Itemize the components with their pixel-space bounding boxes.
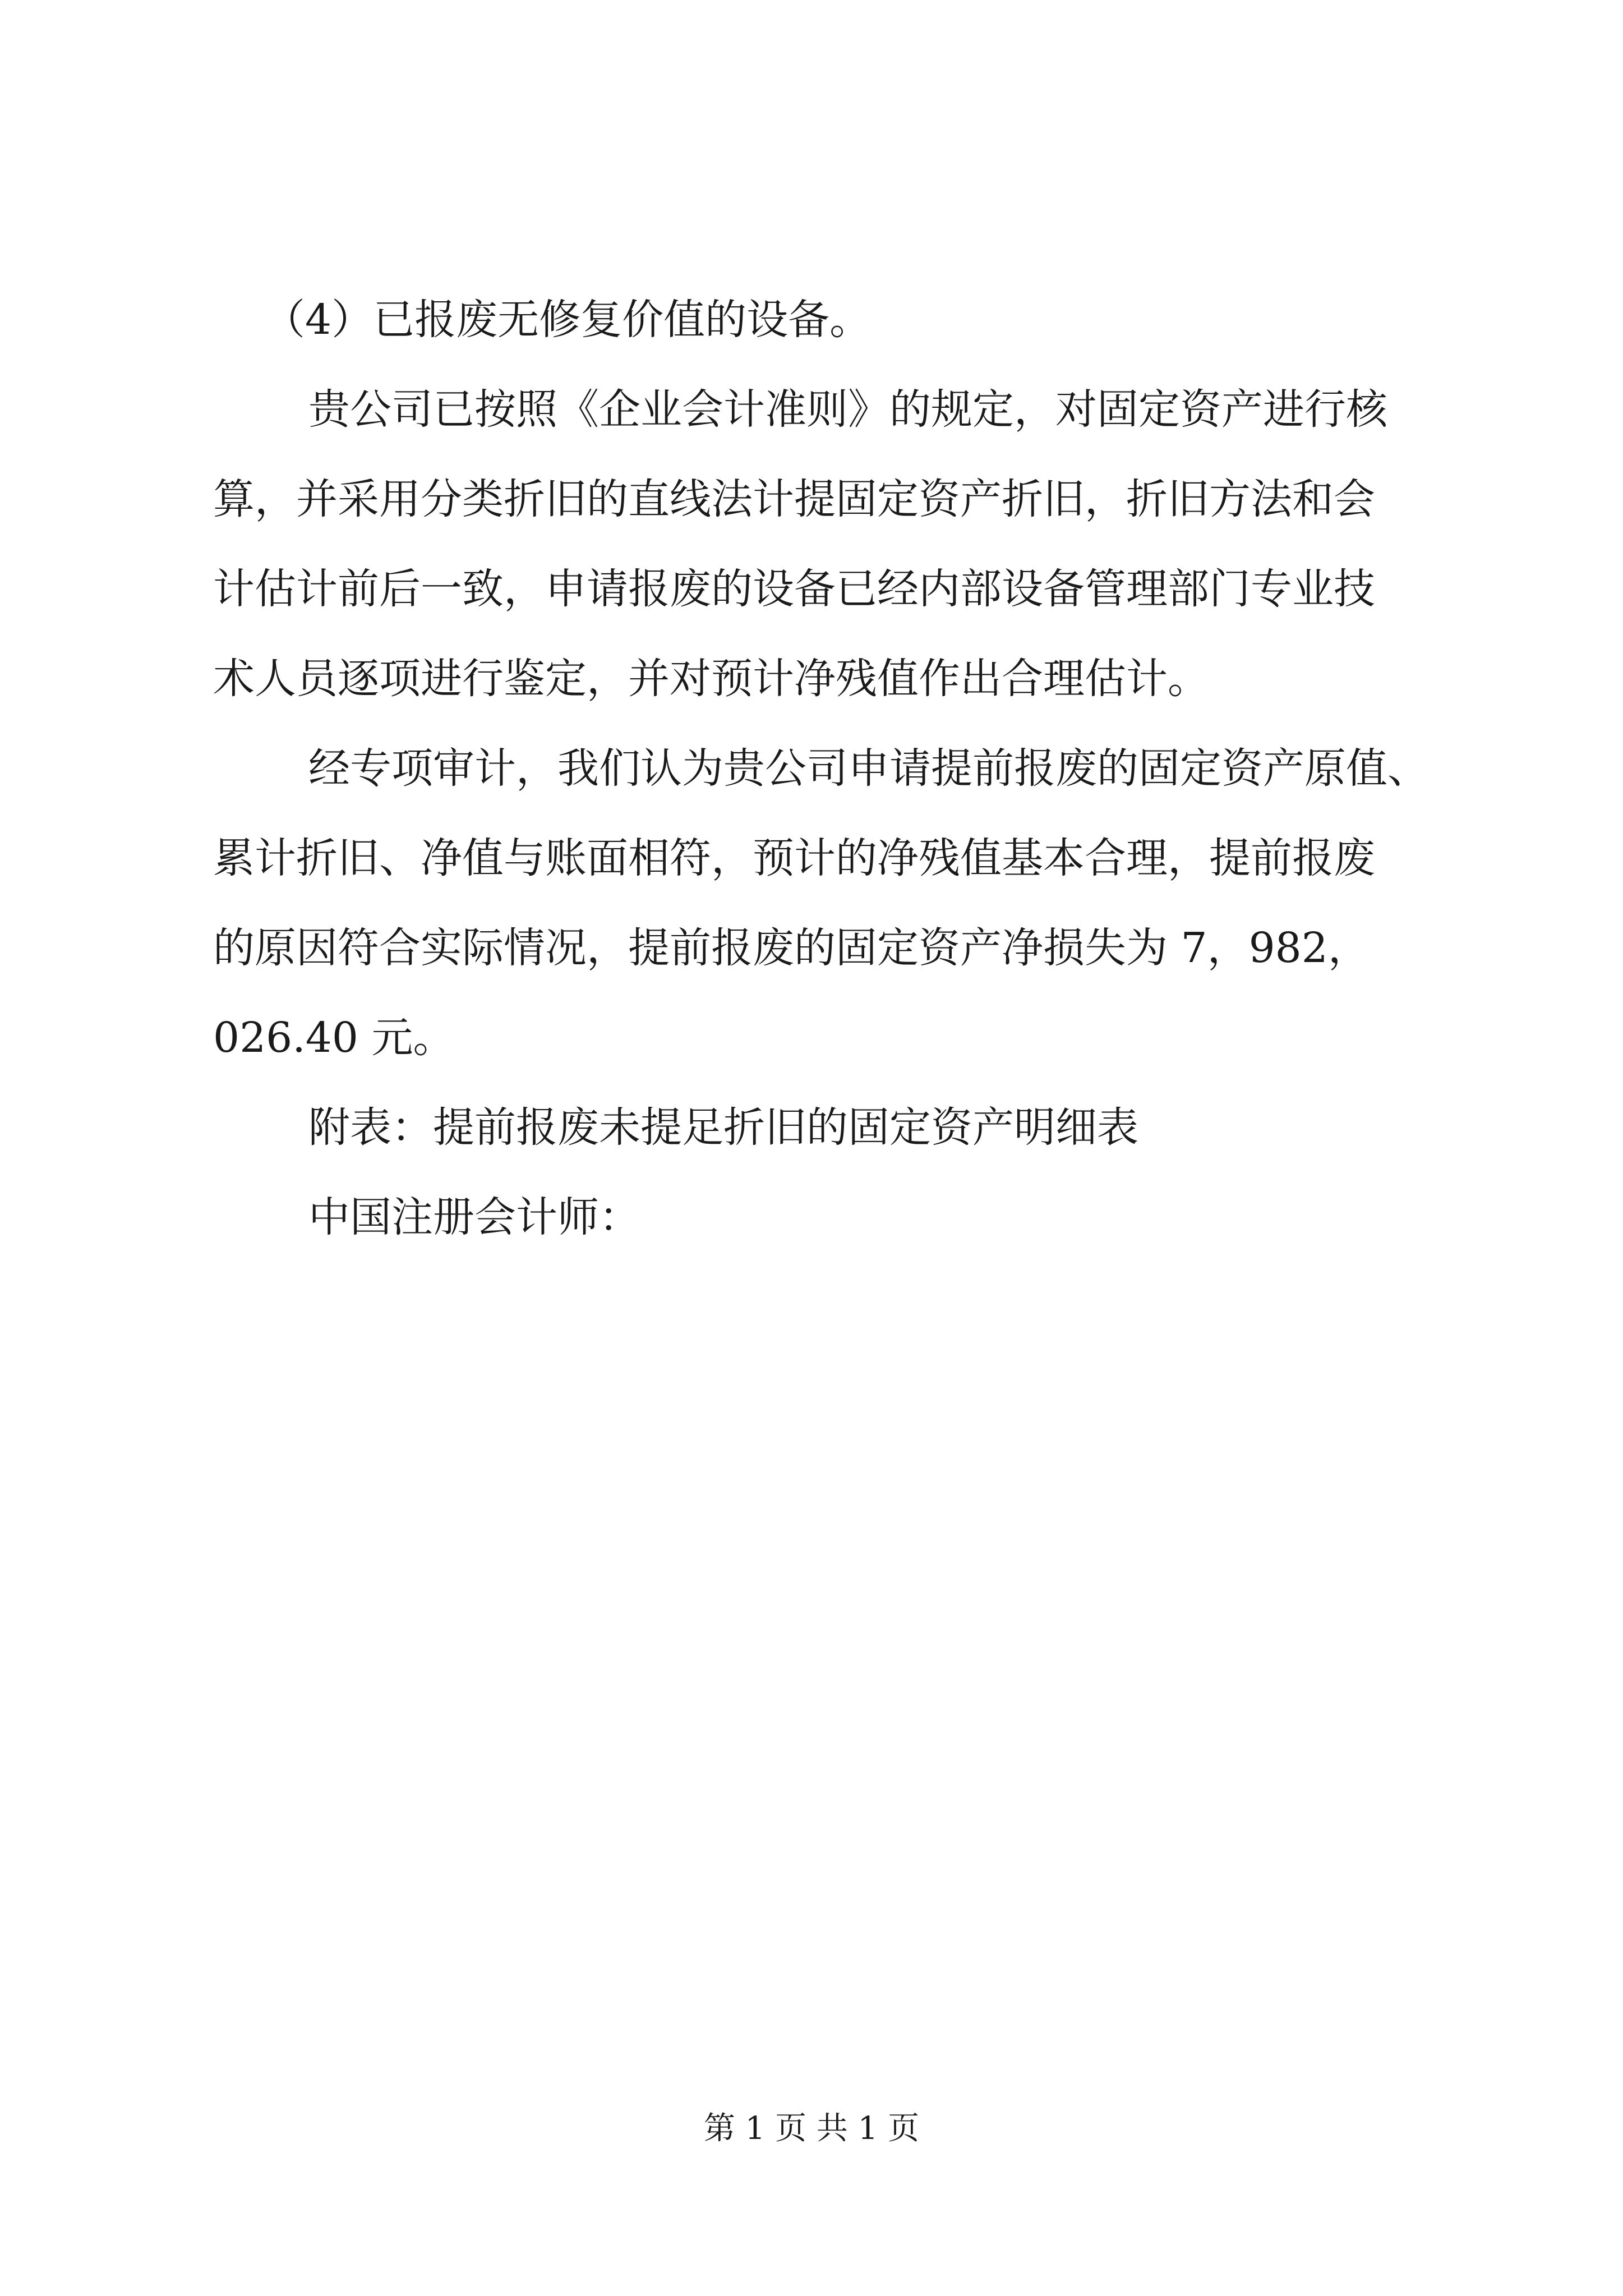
paragraph-audit-conclusion-cont bbox=[0, 1010, 1623, 1066]
paragraph-audit-conclusion bbox=[0, 740, 1623, 797]
document-line: 的原因符合实际情况，提前报废的固定资产净损失为 7，982， bbox=[213, 924, 1370, 972]
document-line: 经专项审计，我们认为贵公司申请提前报废的固定资产原值、 bbox=[308, 744, 1429, 793]
paragraph-accounting-standards-cont bbox=[0, 561, 1623, 617]
attachment-note bbox=[0, 1099, 1623, 1156]
document-line: 贵公司已按照《企业会计准则》的规定，对固定资产进行核 bbox=[308, 385, 1387, 434]
document-line: 026.40 元。 bbox=[213, 1014, 455, 1062]
document-line: 累计折旧、净值与账面相符，预计的净残值基本合理，提前报废 bbox=[213, 834, 1375, 882]
page-number: 第 1 页 共 1 页 bbox=[703, 2110, 920, 2147]
document-line: 中国注册会计师： bbox=[308, 1193, 640, 1241]
page-footer bbox=[0, 2106, 1623, 2151]
paragraph-audit-conclusion-cont bbox=[0, 920, 1623, 976]
document-line: 附表：提前报废未提足折旧的固定资产明细表 bbox=[308, 1103, 1138, 1152]
document-line: （4）已报废无修复价值的设备。 bbox=[264, 296, 872, 344]
paragraph-audit-conclusion-cont bbox=[0, 830, 1623, 886]
document-line: 算，并采用分类折旧的直线法计提固定资产折旧，折旧方法和会 bbox=[213, 475, 1375, 523]
paragraph-accounting-standards-cont bbox=[0, 471, 1623, 527]
list-item-scrapped-equipment bbox=[0, 292, 1623, 348]
document-line: 术人员逐项进行鉴定，并对预计净残值作出合理估计。 bbox=[213, 655, 1209, 703]
paragraph-accounting-standards-cont bbox=[0, 651, 1623, 707]
document-line: 计估计前后一致，申请报废的设备已经内部设备管理部门专业技 bbox=[213, 565, 1375, 613]
paragraph-accounting-standards bbox=[0, 381, 1623, 438]
cpa-signature-label bbox=[0, 1189, 1623, 1245]
